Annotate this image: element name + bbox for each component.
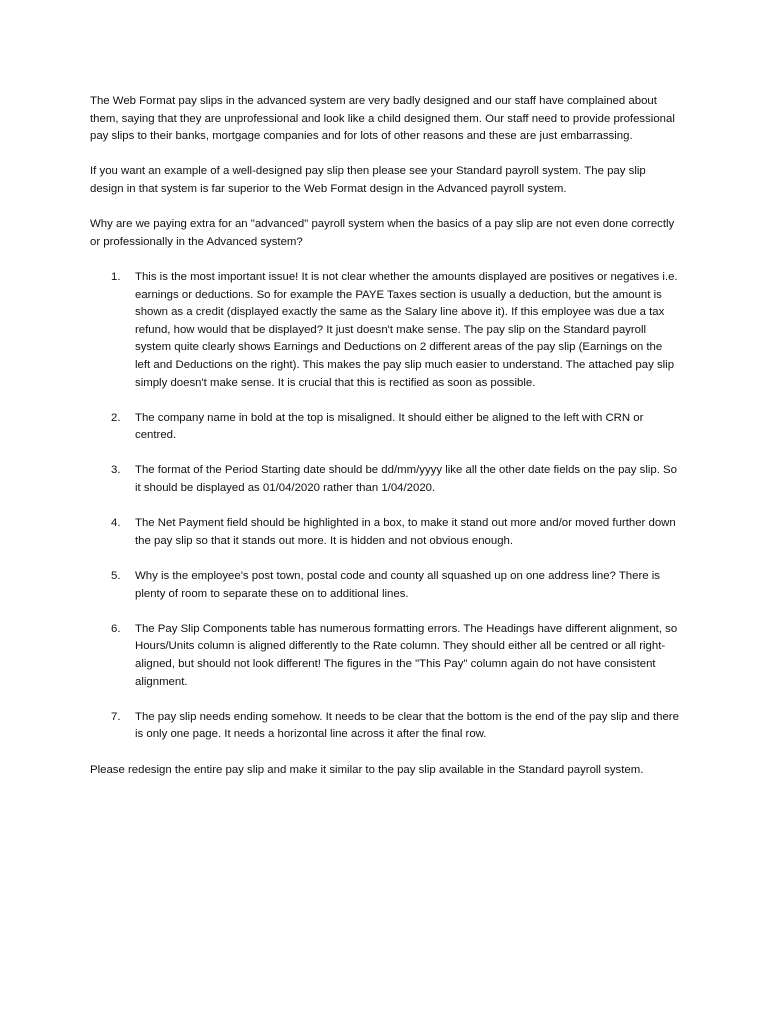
issue-item-1 bbox=[90, 269, 680, 392]
issue-text: Why is the employee's post town, postal code and county all squashed up on one address line? There is plenty of room to separate these on to additional lines. bbox=[135, 570, 660, 600]
issue-number: 7. bbox=[111, 710, 121, 723]
issue-item-6 bbox=[90, 621, 680, 691]
issues-list bbox=[90, 269, 680, 744]
document-page bbox=[90, 93, 680, 797]
issue-number: 5. bbox=[111, 570, 121, 583]
issue-text: The Pay Slip Components table has numerous formatting errors. The Headings have different alignment, so Hours/Units column is aligned differently to the Rate column. They should either all be centred or all right-aligned, but should not look different! The figures in the "This Pay" column again do not have consistent alignment. bbox=[135, 622, 678, 688]
issue-text: The Net Payment field should be highlighted in a box, to make it stand out more and/or moved further down the pay slip so that it stands out more. It is hidden and not obvious enough. bbox=[135, 517, 676, 547]
issue-number: 4. bbox=[111, 517, 121, 530]
issue-text: This is the most important issue! It is not clear whether the amounts displayed are positives or negatives i.e. earnings or deductions. So for example the PAYE Taxes section is usually a deduction, but the amount is shown as a credit (displayed exactly the same as the Salary line above it). If this employee was due a tax refund, how would that be displayed? It just doesn't make sense. The pay slip on the Standard payroll system quite clearly shows Earnings and Deductions on 2 different areas of the pay slip (Earnings on the left and Deductions on the right). This makes the pay slip much easier to understand. The attached pay slip simply doesn't make sense. It is crucial that this is rectified as soon as possible. bbox=[135, 270, 678, 389]
issue-number: 1. bbox=[111, 270, 121, 283]
intro-paragraph-1: The Web Format pay slips in the advanced system are very badly designed and our staff have complained about them, saying that they are unprofessional and look like a child designed them. Our staff need to provide professional pay slips to their banks, mortgage companies and for lots of other reasons and these are just embarrassing. bbox=[90, 95, 675, 143]
issue-item-3 bbox=[90, 462, 680, 497]
closing-paragraph: Please redesign the entire pay slip and make it similar to the pay slip available in the Standard payroll system. bbox=[90, 763, 644, 776]
intro-paragraph-3: Why are we paying extra for an "advanced" payroll system when the basics of a pay slip are not even done correctly or professionally in the Advanced system? bbox=[90, 218, 675, 248]
issue-number: 3. bbox=[111, 464, 121, 477]
issue-item-4 bbox=[90, 515, 680, 550]
issue-number: 6. bbox=[111, 622, 121, 635]
issue-number: 2. bbox=[111, 411, 121, 424]
issue-item-7 bbox=[90, 709, 680, 744]
issue-text: The pay slip needs ending somehow. It needs to be clear that the bottom is the end of the pay slip and there is only one page. It needs a horizontal line across it after the final row. bbox=[135, 710, 679, 741]
issue-item-5 bbox=[90, 568, 680, 603]
issue-item-2 bbox=[90, 410, 680, 445]
intro-paragraph-2: If you want an example of a well-designed pay slip then please see your Standard payroll system. The pay slip design in that system is far superior to the Web Format design in the Advanced payroll system. bbox=[90, 165, 646, 195]
issue-text: The company name in bold at the top is misaligned. It should either be aligned to the left with CRN or centred. bbox=[135, 411, 644, 442]
issue-text: The format of the Period Starting date should be dd/mm/yyyy like all the other date fields on the pay slip. So it should be displayed as 01/04/2020 rather than 1/04/2020. bbox=[135, 464, 677, 495]
